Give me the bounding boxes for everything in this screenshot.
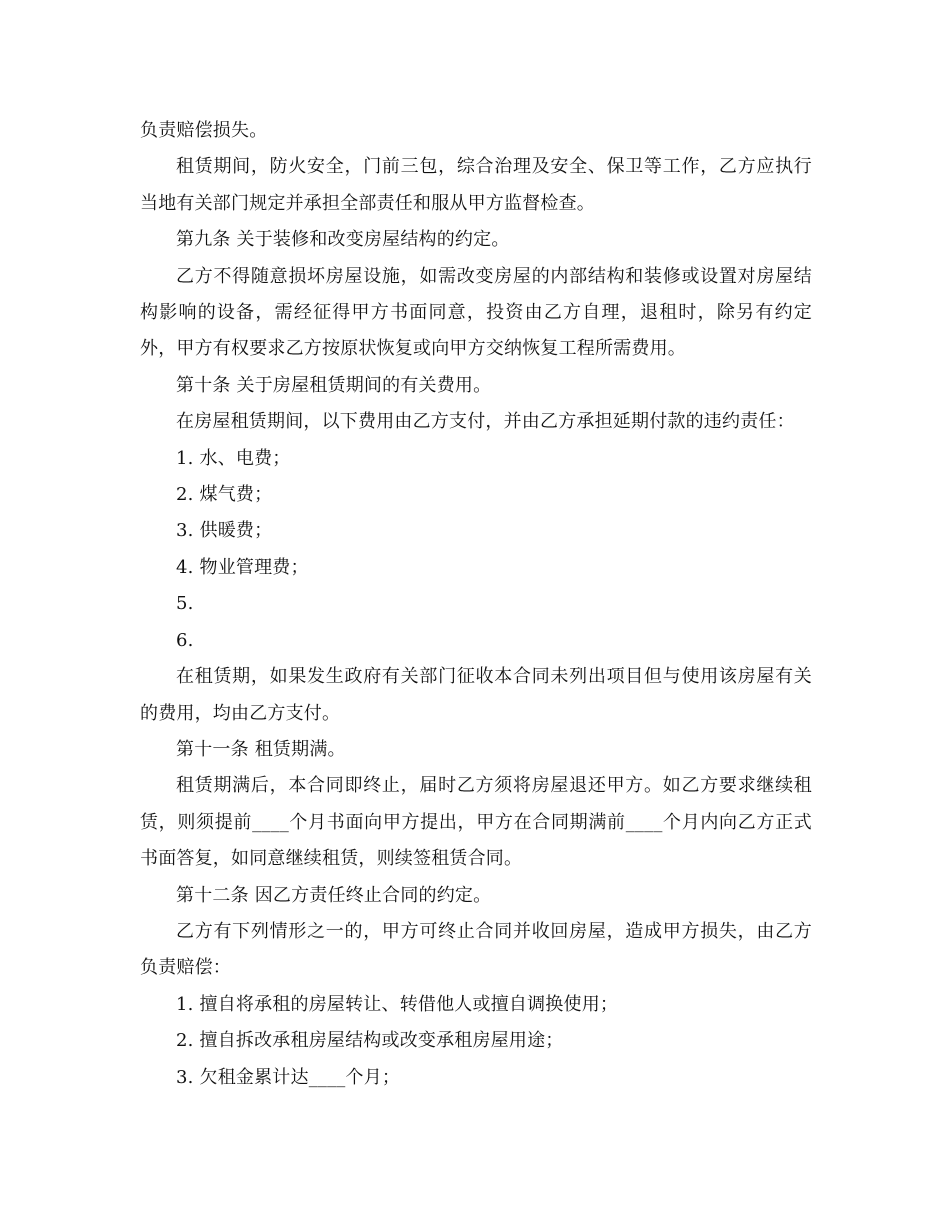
article-10-other-fees: 在租赁期，如果发生政府有关部门征收本合同未列出项目但与使用该房屋有关的费用，均由乙方支付。 [140,666,812,724]
article-12-heading: 第十二条 因乙方责任终止合同的约定。 [176,884,492,906]
fee-list-item-3: 3. 供暖费； [176,520,273,542]
article-9-body: 乙方不得随意损坏房屋设施，如需改变房屋的内部结构和装修或设置对房屋结构影响的设备，需经征得甲方书面同意，投资由乙方自理，退租时，除另有约定外，甲方有权要求乙方按原状恢复或向甲方交纳恢复工程所需费用。 [140,265,812,360]
fee-list-item-6: 6. [176,629,194,651]
fee-list-item-1: 1. 水、电费； [176,447,291,469]
fee-list-item-5: 5. [176,593,194,615]
termination-list-item-2: 2. 擅自拆改承租房屋结构或改变承租房屋用途； [176,1030,564,1052]
document-body [140,113,812,1096]
paragraph-safety-duties: 租赁期间，防火安全，门前三包，综合治理及安全、保卫等工作，乙方应执行当地有关部门规定并承担全部责任和服从甲方监督检查。 [140,156,812,214]
fee-list-item-2: 2. 煤气费； [176,484,273,506]
termination-list-item-3: 3. 欠租金累计达____个月； [176,1066,401,1088]
article-11-body: 租赁期满后，本合同即终止，届时乙方须将房屋退还甲方。如乙方要求继续租赁，则须提前____个月书面向甲方提出，甲方在合同期满前____个月内向乙方正式书面答复，如同意继续租赁，则续签租赁合同。 [140,775,812,870]
fee-list-item-4: 4. 物业管理费； [176,556,309,578]
article-9-heading: 第九条 关于装修和改变房屋结构的约定。 [176,229,510,251]
article-12-intro: 乙方有下列情形之一的，甲方可终止合同并收回房屋，造成甲方损失，由乙方负责赔偿： [140,920,812,979]
paragraph-continuation: 负责赔偿损失。 [140,120,268,141]
article-11-heading: 第十一条 租赁期满。 [176,738,346,760]
article-10-intro: 在房屋租赁期间，以下费用由乙方支付，并由乙方承担延期付款的违约责任： [176,411,795,433]
termination-list-item-1: 1. 擅自将承租的房屋转让、转借他人或擅自调换使用； [176,993,619,1015]
article-10-heading: 第十条 关于房屋租赁期间的有关费用。 [176,374,492,396]
